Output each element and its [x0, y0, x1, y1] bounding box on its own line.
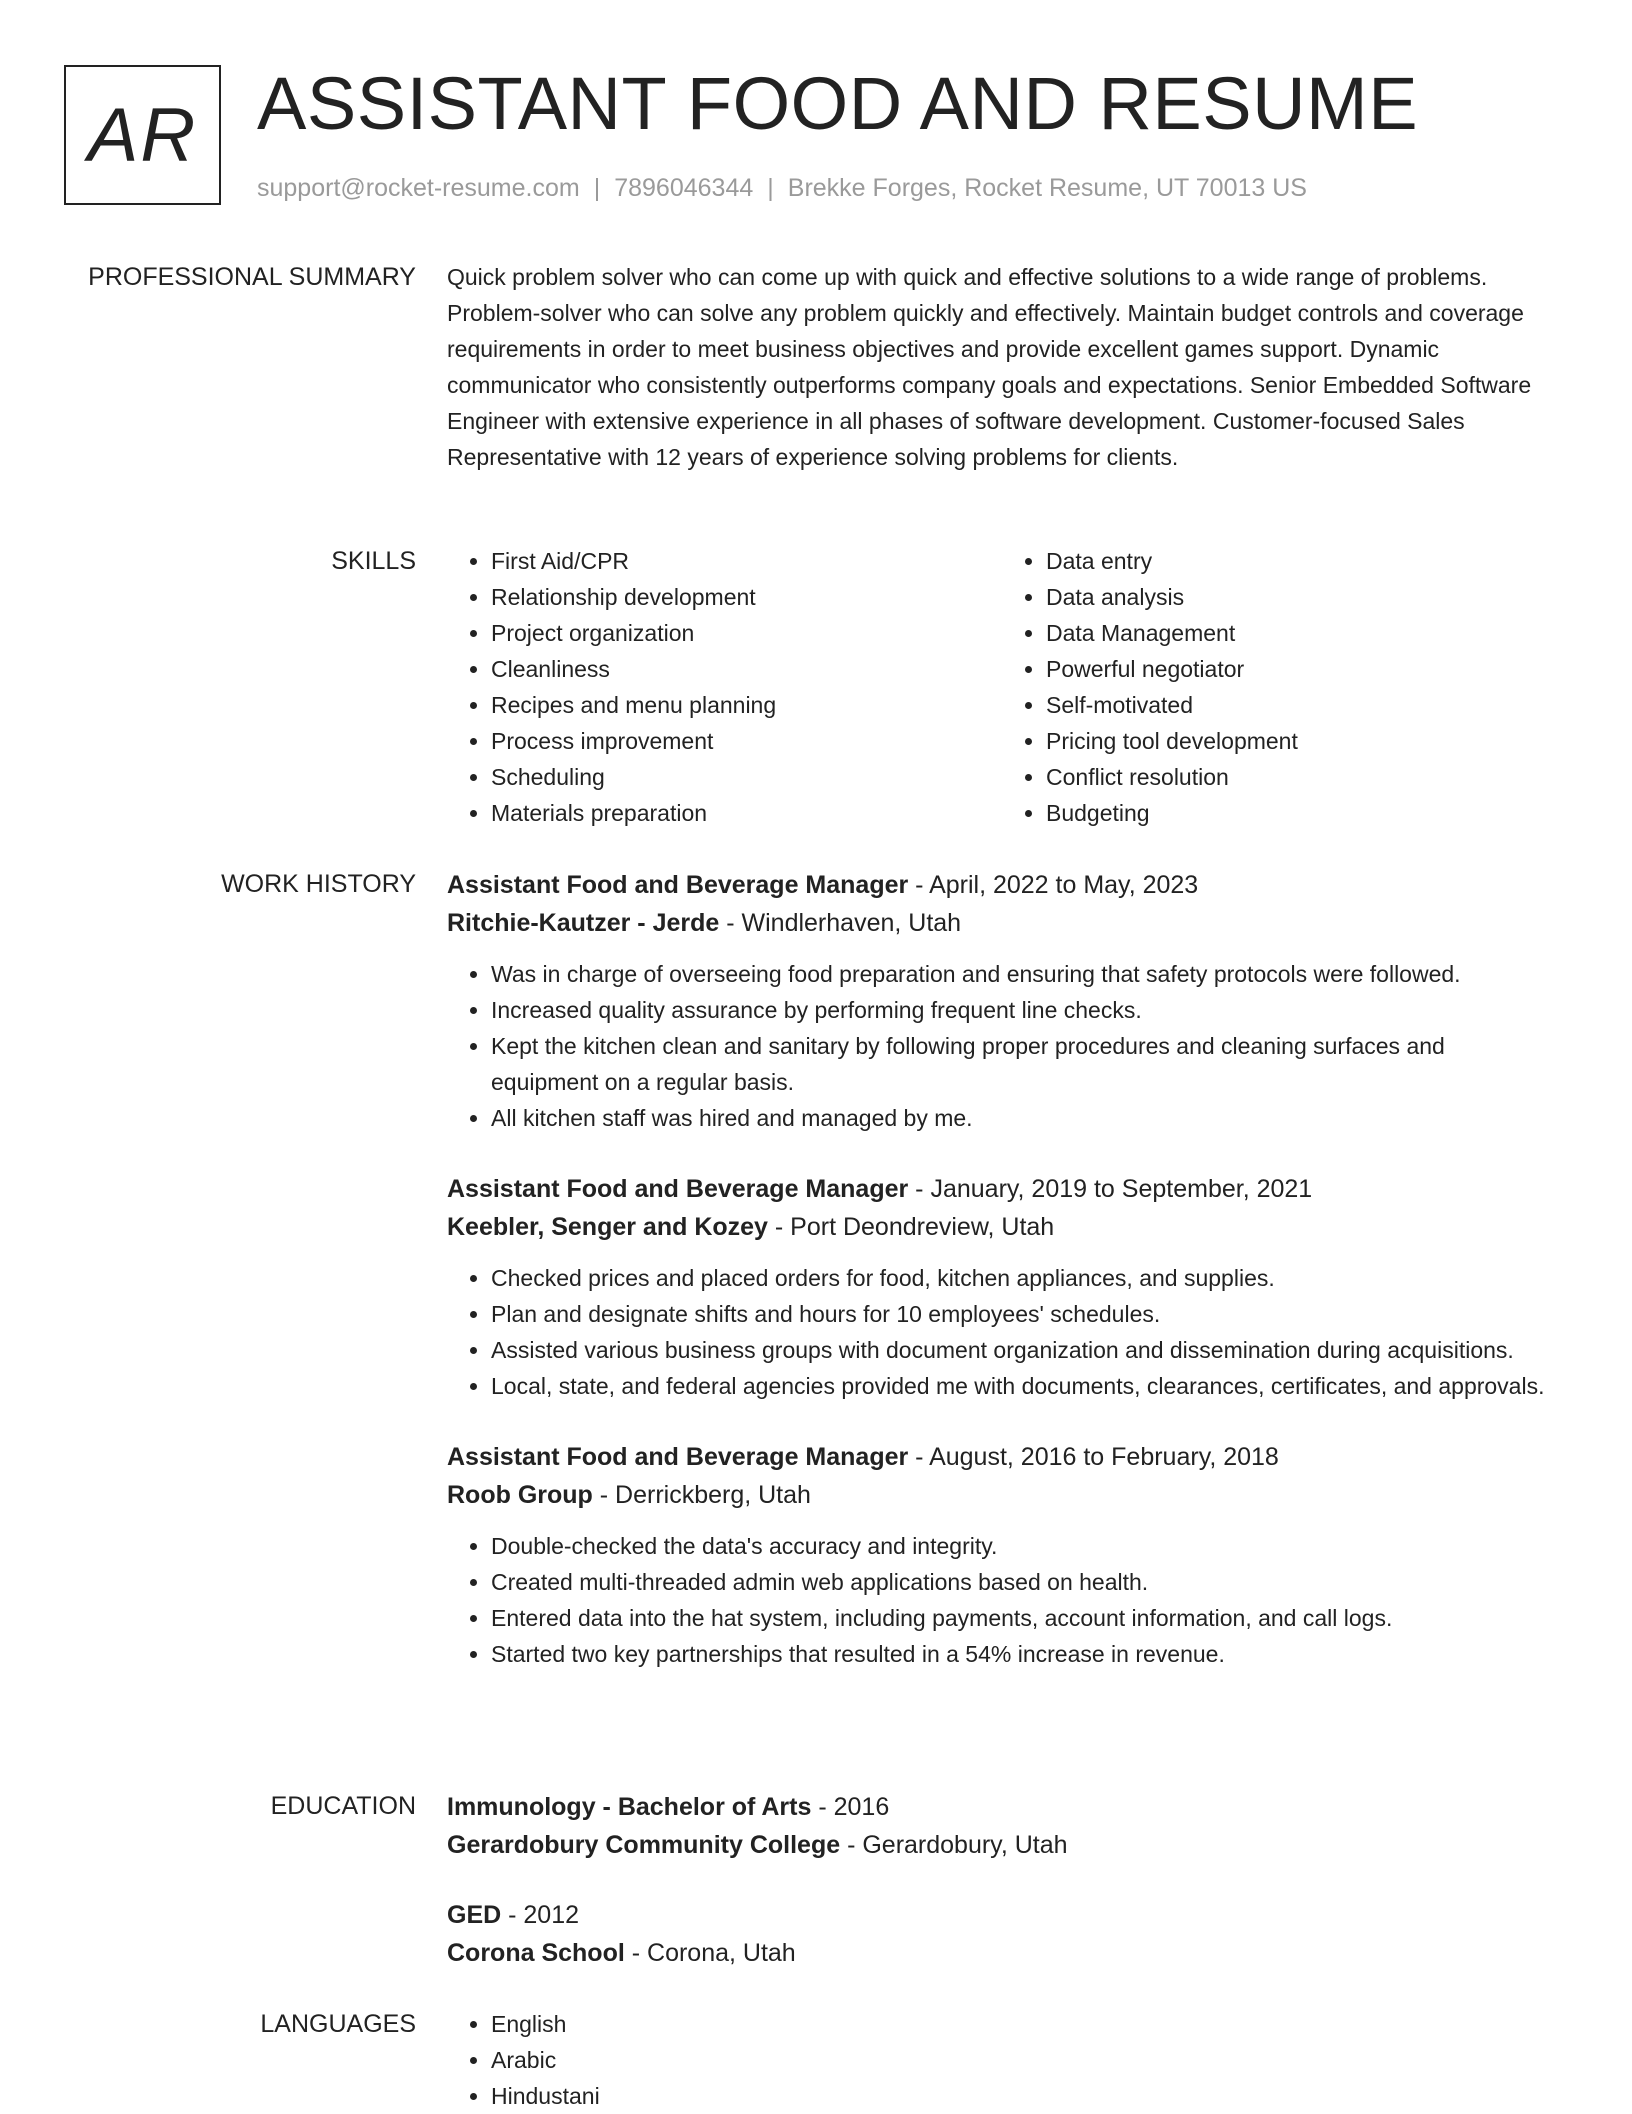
duty-item: • Entered data into the hat system, including payments, account information, and call logs. [491, 1600, 1557, 1636]
job-heading [447, 866, 1557, 904]
duty-item: • Double-checked the data's accuracy and integrity. [491, 1528, 1557, 1564]
job-location: - Derrickberg, Utah [592, 1481, 811, 1509]
contact-phone: 7896046344 [614, 174, 754, 202]
contact-separator: | [767, 174, 774, 202]
job-dates: - April, 2022 to May, 2023 [908, 871, 1199, 899]
duty-item: • Checked prices and placed orders for food, kitchen appliances, and supplies. [491, 1260, 1557, 1296]
skill-item: • Pricing tool development [1046, 723, 1557, 759]
duty-item: • Was in charge of overseeing food preparation and ensuring that safety protocols were followed. [491, 956, 1557, 992]
duty-item: • Started two key partnerships that resulted in a 54% increase in revenue. [491, 1636, 1557, 1672]
education-entry [447, 1896, 1557, 1972]
skill-item: • Materials preparation [491, 795, 1002, 831]
contact-email: support@rocket-resume.com [257, 174, 580, 202]
section-heading-languages: LANGUAGES [260, 2010, 416, 2038]
job-company: Keebler, Senger and Kozey [447, 1213, 768, 1241]
job-dates: - January, 2019 to September, 2021 [908, 1175, 1313, 1203]
education-school: Corona School [447, 1939, 625, 1967]
summary-body [447, 259, 1557, 475]
skill-item: • Data analysis [1046, 579, 1557, 615]
duty-item: • All kitchen staff was hired and managed by me. [491, 1100, 1557, 1136]
section-heading-education: EDUCATION [270, 1792, 416, 1820]
job-heading [447, 1170, 1557, 1208]
job-entry [447, 1170, 1557, 1404]
language-item: • Arabic [491, 2042, 1557, 2078]
education-year: - 2012 [501, 1901, 580, 1929]
job-title: Assistant Food and Beverage Manager [447, 1443, 909, 1471]
skill-item: • Conflict resolution [1046, 759, 1557, 795]
education-degree: Immunology - Bachelor of Arts [447, 1793, 812, 1821]
monogram-badge: AR [64, 65, 221, 205]
skill-item: • First Aid/CPR [491, 543, 1002, 579]
skills-list-left [447, 543, 1002, 831]
skill-item: • Self-motivated [1046, 687, 1557, 723]
job-employer [447, 1208, 1557, 1246]
languages-list [447, 2006, 1557, 2114]
language-item: • Hindustani [491, 2078, 1557, 2114]
duty-item: • Created multi-threaded admin web applications based on health. [491, 1564, 1557, 1600]
job-entry [447, 866, 1557, 1136]
duty-item: • Assisted various business groups with document organization and dissemination during acquisitions. [491, 1332, 1557, 1368]
job-company: Ritchie-Kautzer - Jerde [447, 909, 720, 937]
skill-item: • Process improvement [491, 723, 1002, 759]
resume-header [64, 62, 1584, 215]
job-duties [447, 1260, 1557, 1404]
education-location: - Gerardobury, Utah [840, 1831, 1068, 1859]
duty-item: • Plan and designate shifts and hours for 10 employees' schedules. [491, 1296, 1557, 1332]
skill-item: • Data entry [1046, 543, 1557, 579]
skills-list-right [1002, 543, 1557, 831]
job-location: - Windlerhaven, Utah [719, 909, 962, 937]
education-entry [447, 1788, 1557, 1864]
job-entry [447, 1438, 1557, 1672]
education-year: - 2016 [811, 1793, 890, 1821]
education-school: Gerardobury Community College [447, 1831, 841, 1859]
education-degree-line [447, 1896, 1557, 1934]
languages-body [447, 2006, 1557, 2114]
summary-text: Quick problem solver who can come up with quick and effective solutions to a wide range of problems. Problem-solver who can solve any problem quickly and effectively. Maintain budget controls and coverage requirements in order to meet business objectives and provide excellent games support. Dynamic communicator who consistently outperforms company goals and expectations. Senior Embedded Software Engineer with extensive experience in all phases of software development. Customer-focused Sales Representative with 12 years of experience solving problems for clients. [447, 264, 1532, 470]
job-employer [447, 1476, 1557, 1514]
education-location: - Corona, Utah [624, 1939, 796, 1967]
section-heading-work: WORK HISTORY [221, 870, 416, 898]
education-degree: GED [447, 1901, 502, 1929]
skill-item: • Budgeting [1046, 795, 1557, 831]
language-item: • English [491, 2006, 1557, 2042]
education-school-line [447, 1934, 1557, 1972]
job-employer [447, 904, 1557, 942]
job-dates: - August, 2016 to February, 2018 [908, 1443, 1279, 1471]
skill-item: • Scheduling [491, 759, 1002, 795]
skill-item: • Project organization [491, 615, 1002, 651]
education-school-line [447, 1826, 1557, 1864]
duty-item: • Kept the kitchen clean and sanitary by following proper procedures and cleaning surfaces and equipment on a regular basis. [491, 1028, 1557, 1100]
candidate-name: ASSISTANT FOOD AND RESUME [257, 62, 1419, 145]
contact-separator: | [593, 174, 601, 202]
contact-address: Brekke Forges, Rocket Resume, UT 70013 US [787, 174, 1307, 202]
section-heading-skills: SKILLS [331, 547, 416, 575]
work-body [447, 866, 1557, 1706]
duty-item: • Local, state, and federal agencies provided me with documents, clearances, certificates, and approvals. [491, 1368, 1557, 1404]
skill-item: • Relationship development [491, 579, 1002, 615]
job-company: Roob Group [447, 1481, 593, 1509]
skill-item: • Cleanliness [491, 651, 1002, 687]
duty-item: • Increased quality assurance by performing frequent line checks. [491, 992, 1557, 1028]
skill-item: • Powerful negotiator [1046, 651, 1557, 687]
job-title: Assistant Food and Beverage Manager [447, 1175, 909, 1203]
skills-body [447, 543, 1557, 831]
job-location: - Port Deondreview, Utah [767, 1213, 1055, 1241]
section-heading-summary: PROFESSIONAL SUMMARY [88, 263, 416, 291]
job-heading [447, 1438, 1557, 1476]
skill-item: • Recipes and menu planning [491, 687, 1002, 723]
job-duties [447, 1528, 1557, 1672]
contact-line [257, 173, 1307, 203]
job-title: Assistant Food and Beverage Manager [447, 871, 909, 899]
education-degree-line [447, 1788, 1557, 1826]
skill-item: • Data Management [1046, 615, 1557, 651]
education-body [447, 1788, 1557, 2004]
job-duties [447, 956, 1557, 1136]
